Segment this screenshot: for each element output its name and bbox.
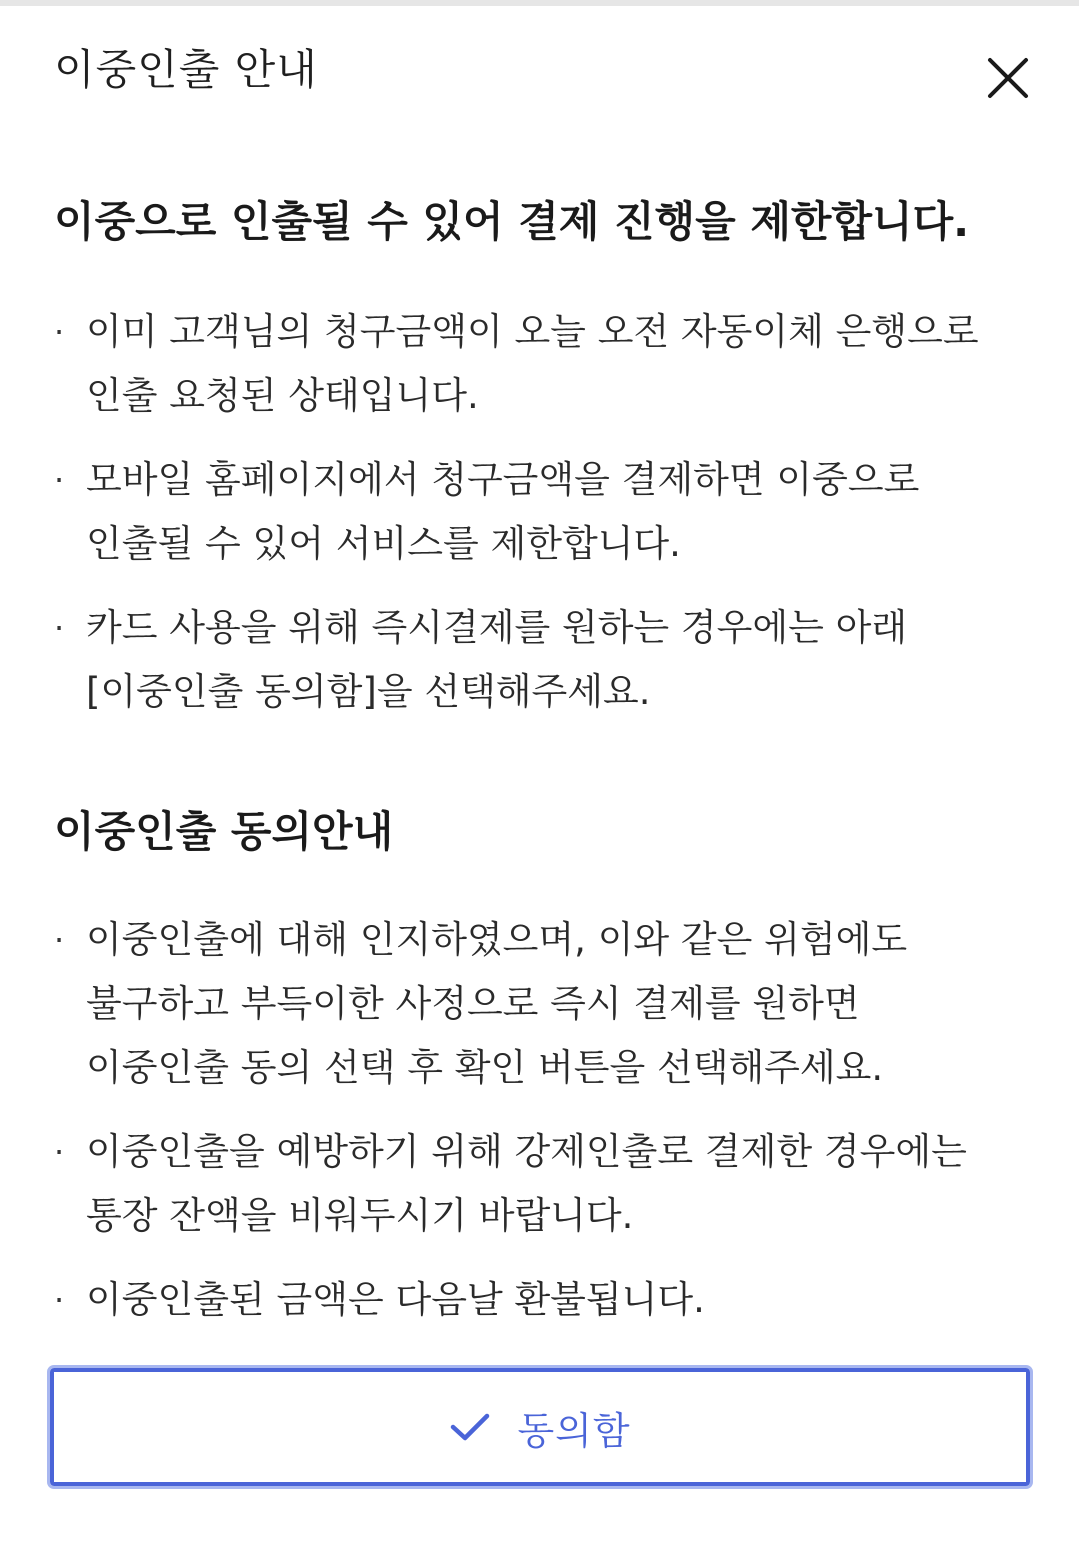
- modal-title: 이중인출 안내: [54, 45, 318, 94]
- bullet-dot: ·: [54, 921, 65, 959]
- bullet-text: 이중인출된 금액은 다음날 환불됩니다.: [86, 1278, 705, 1321]
- bullet-text: 이미 고객님의 청구금액이 오늘 오전 자동이체 은행으로 인출 요청된 상태입니다.: [86, 310, 979, 417]
- bullet-text: 카드 사용을 위해 즉시결제를 원하는 경우에는 아래 [이중인출 동의함]을 선택해주세요.: [86, 606, 908, 713]
- section-heading-restriction: 이중으로 인출될 수 있어 결제 진행을 제한합니다.: [54, 197, 970, 246]
- bullet-dot: ·: [54, 313, 65, 351]
- bullet-text: 모바일 홈페이지에서 청구금액을 결제하면 이중으로 인출될 수 있어 서비스를 제한합니다.: [86, 458, 920, 565]
- restriction-bullet-list: [54, 300, 1044, 744]
- consent-bullet-list: [54, 908, 1044, 1352]
- bullet-dot: ·: [54, 1281, 65, 1319]
- section-heading-consent: 이중인출 동의안내: [54, 807, 394, 856]
- bullet-text: 이중인출에 대해 인지하였으며, 이와 같은 위험에도 불구하고 부득이한 사정으로 즉시 결제를 원하면 이중인출 동의 선택 후 확인 버튼을 선택해주세요.: [86, 918, 908, 1089]
- list-item: [54, 908, 1044, 1100]
- bullet-dot: ·: [54, 1133, 65, 1171]
- agree-button-label: 동의함: [517, 1408, 631, 1453]
- bullet-dot: ·: [54, 609, 65, 647]
- list-item: [54, 1268, 1044, 1332]
- list-item: [54, 300, 1044, 428]
- bullet-text: 이중인출을 예방하기 위해 강제인출로 결제한 경우에는 통장 잔액을 비워두시기 바랍니다.: [86, 1130, 967, 1237]
- agree-button[interactable]: [50, 1368, 1030, 1486]
- list-item: [54, 1120, 1044, 1248]
- check-icon: [449, 1411, 491, 1443]
- top-divider: [0, 0, 1079, 6]
- list-item: [54, 596, 1044, 724]
- bullet-dot: ·: [54, 461, 65, 499]
- list-item: [54, 448, 1044, 576]
- close-icon[interactable]: [980, 50, 1036, 106]
